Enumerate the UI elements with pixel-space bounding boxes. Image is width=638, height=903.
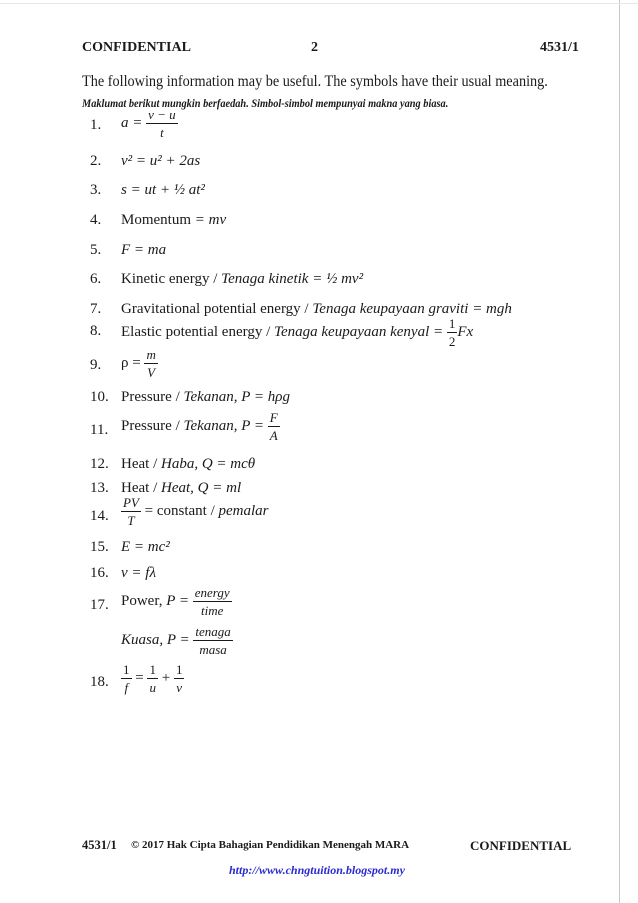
formula-force	[121, 242, 166, 259]
fraction-numerator: 1	[448, 316, 456, 331]
intro-malay: Maklumat berikut mungkin berfaedah. Simbol-simbol mempunyai makna yang biasa.	[82, 98, 449, 110]
fraction-denominator: t	[160, 125, 164, 140]
formula-lens	[121, 663, 184, 694]
fraction-numerator: PV	[123, 495, 139, 510]
formula-label: Pressure /	[121, 389, 184, 405]
header-confidential: CONFIDENTIAL	[82, 40, 191, 55]
formula-label: Gravitational potential energy /	[121, 301, 313, 317]
formula-number: 5.	[90, 242, 102, 258]
formula-rest: = ½ mv²	[308, 271, 364, 287]
formula-rest: =	[429, 323, 447, 340]
formula-rest: = mgh	[468, 301, 512, 317]
fraction	[146, 108, 178, 139]
fraction-numerator: m	[146, 347, 156, 362]
fraction-denominator: time	[201, 603, 224, 618]
formula-tail: Fx	[457, 323, 474, 340]
formula-rest-malay: pemalar	[218, 502, 269, 519]
formula-text: v = fλ	[121, 565, 156, 581]
fraction-denominator: V	[147, 365, 156, 380]
formula-gas-law	[121, 496, 269, 527]
formula-rest: P =	[237, 417, 265, 434]
formula-label: Momentum	[121, 212, 191, 228]
formula-rest: = mv	[191, 212, 227, 228]
formula-density	[121, 348, 158, 379]
formula-number: 12.	[90, 456, 109, 472]
footer-confidential: CONFIDENTIAL	[470, 838, 572, 853]
formula-label-malay: Tekanan,	[183, 389, 238, 405]
formula-displacement	[121, 182, 205, 199]
formula-label-malay: Heat,	[160, 480, 194, 496]
plus-sign: +	[161, 669, 171, 686]
fraction-numerator: 1	[123, 662, 130, 677]
fraction	[447, 317, 458, 348]
formula-text: s = ut + ½ at²	[121, 182, 205, 198]
formula-latent-heat	[121, 480, 241, 497]
formula-number: 10.	[90, 389, 109, 405]
formula-lhs: P =	[163, 631, 190, 648]
fraction-numerator: 1	[149, 662, 156, 677]
equals-sign: =	[135, 669, 144, 686]
fraction-denominator: T	[127, 513, 135, 528]
formula-label: Pressure /	[121, 417, 184, 434]
formula-label: Heat /	[121, 480, 161, 496]
formula-rest: P = hρg	[237, 389, 290, 405]
formula-label: Elastic potential energy /	[121, 323, 275, 340]
formula-number: 18.	[90, 674, 109, 690]
formula-label-malay: Tenaga keupayaan kenyal	[274, 323, 430, 340]
fraction-numerator: tenaga	[195, 624, 231, 639]
formula-text: F = ma	[121, 242, 167, 258]
formula-power	[121, 586, 232, 617]
formula-pressure-liquid	[121, 389, 290, 406]
formula-label-malay: Haba,	[160, 456, 199, 472]
fraction	[193, 625, 232, 656]
formula-lhs: P =	[162, 592, 189, 609]
fraction-numerator: v − u	[148, 107, 176, 122]
formula-pressure-force	[121, 411, 280, 442]
formula-mass-energy	[121, 539, 170, 556]
formula-label: Heat /	[121, 456, 161, 472]
formula-label-malay: Tenaga keupayaan graviti	[312, 301, 469, 317]
fraction-denominator: v	[176, 680, 183, 695]
formula-number: 17.	[90, 597, 109, 613]
formula-number: 15.	[90, 539, 109, 555]
intro-english: The following information may be useful. The symbols have their usual meaning.	[82, 73, 548, 90]
formula-number: 8.	[90, 323, 102, 339]
formula-lhs: a =	[121, 114, 143, 131]
scan-edge-right	[619, 0, 620, 903]
formula-number: 3.	[90, 182, 102, 198]
fraction	[121, 496, 141, 527]
footer-paper-code: 4531/1	[82, 838, 117, 852]
fraction-denominator: masa	[199, 642, 227, 657]
header-page-number: 2	[311, 40, 318, 55]
fraction-numerator: energy	[194, 585, 230, 600]
formula-label-malay: Tekanan,	[183, 417, 238, 434]
formula-number: 1.	[90, 117, 102, 133]
fraction-numerator: 1	[175, 662, 183, 677]
formula-velocity-squared	[121, 153, 200, 170]
formula-number: 9.	[90, 357, 102, 373]
formula-rest: Q = ml	[193, 480, 242, 496]
scan-edge-top	[0, 3, 638, 4]
formula-number: 13.	[90, 480, 109, 496]
fraction-denominator: f	[124, 680, 129, 695]
fraction-numerator: F	[269, 410, 278, 425]
formula-lhs: ρ =	[121, 354, 141, 371]
formula-label: Kinetic energy /	[121, 271, 222, 287]
fraction-denominator: u	[149, 680, 156, 695]
formula-rest: = constant /	[140, 502, 219, 519]
formula-rest: Q = mcθ	[198, 456, 256, 472]
fraction	[144, 348, 157, 379]
formula-number: 6.	[90, 271, 102, 287]
fraction	[174, 663, 185, 694]
formula-label-malay: Kuasa,	[121, 631, 164, 648]
formula-label: Power,	[121, 592, 163, 609]
formula-acceleration	[121, 108, 178, 139]
formula-kinetic-energy	[121, 271, 363, 288]
formula-text: v² = u² + 2as	[121, 153, 201, 169]
formula-momentum	[121, 212, 226, 229]
formula-number: 11.	[90, 422, 109, 438]
formula-heat-capacity	[121, 456, 255, 473]
fraction	[193, 586, 232, 617]
formula-number: 4.	[90, 212, 102, 228]
fraction	[121, 663, 132, 694]
fraction	[268, 411, 280, 442]
footer-url-link[interactable]: http://www.chngtuition.blogspot.my	[229, 863, 405, 877]
formula-number: 7.	[90, 301, 102, 317]
formula-wave-speed	[121, 565, 156, 582]
formula-number: 16.	[90, 565, 109, 581]
fraction	[147, 663, 158, 694]
footer-copyright: © 2017 Hak Cipta Bahagian Pendidikan Menengah MARA	[131, 839, 410, 851]
fraction-denominator: 2	[448, 334, 456, 349]
formula-power-malay	[121, 625, 233, 656]
formula-elastic-pe	[121, 317, 473, 348]
fraction-denominator: A	[269, 428, 278, 443]
formula-number: 14.	[90, 508, 109, 524]
formula-text: E = mc²	[121, 539, 170, 555]
header-paper-code: 4531/1	[540, 40, 579, 55]
formula-label-malay: Tenaga kinetik	[221, 271, 309, 287]
formula-number: 2.	[90, 153, 102, 169]
